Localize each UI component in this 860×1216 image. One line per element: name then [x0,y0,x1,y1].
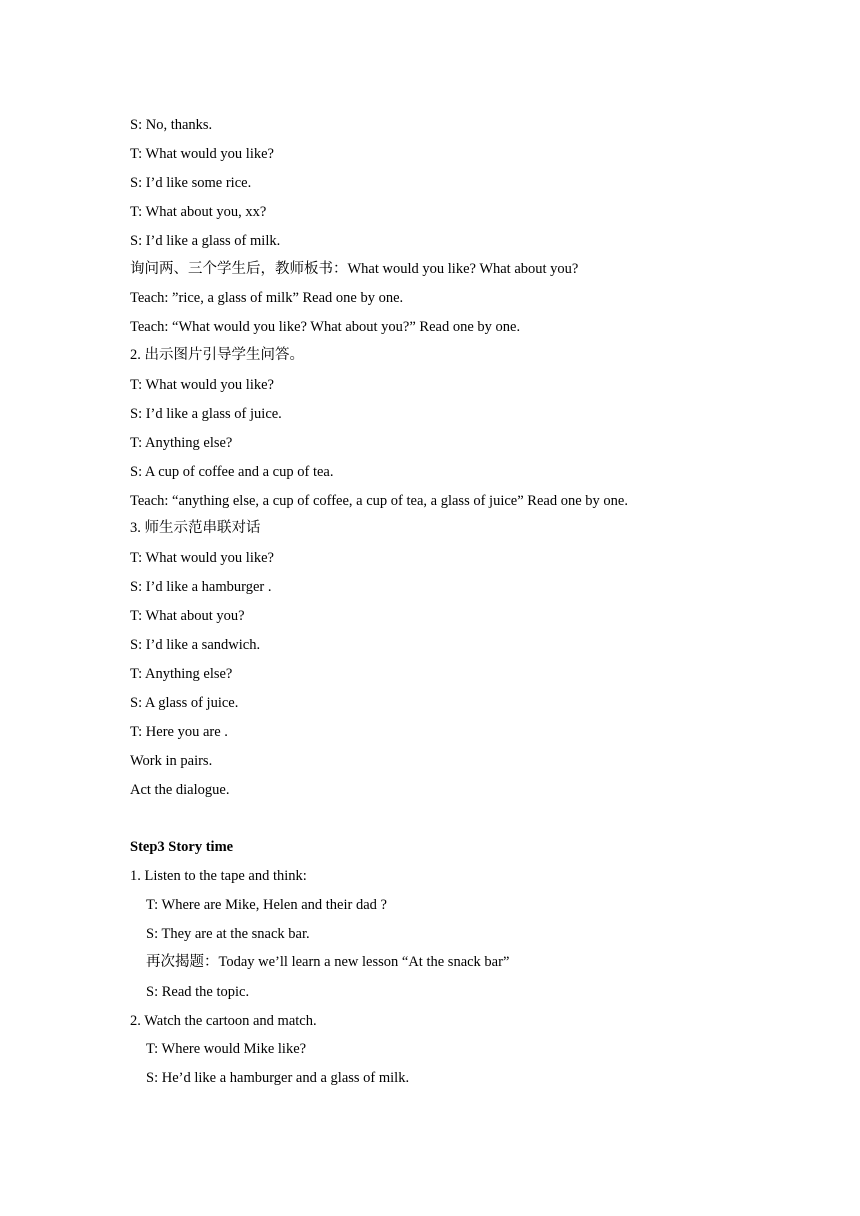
dialogue-line: T: What would you like? [130,550,274,566]
section-heading: Step3 Story time [130,839,234,855]
dialogue-line: T: What would you like? [130,377,274,393]
dialogue-line: T: What about you, xx? [130,204,267,220]
dialogue-line: T: Where are Mike, Helen and their dad ? [146,897,387,913]
teach-line: Teach: “anything else, a cup of coffee, a cup of tea, a glass of juice” Read one by one. [130,493,628,509]
dialogue-line: S: No, thanks. [130,117,213,133]
dialogue-line: T: Anything else? [130,435,233,451]
dialogue-line: S: I’d like a hamburger . [130,579,272,595]
instruction-line: Act the dialogue. [130,782,230,798]
dialogue-line: S: I’d like a sandwich. [130,637,261,653]
dialogue-line: T: What would you like? [130,146,274,162]
numbered-step: 2. Watch the cartoon and match. [130,1013,317,1029]
dialogue-line: T: Anything else? [130,666,233,682]
dialogue-line: S: I’d like some rice. [130,175,252,191]
dialogue-line: T: What about you? [130,608,245,624]
dialogue-line: S: I’d like a glass of juice. [130,406,282,422]
dialogue-line: S: A cup of coffee and a cup of tea. [130,464,334,480]
instruction-line: 询问两、三个学生后，教师板书：What would you like? What about you? [130,261,579,277]
dialogue-line: T: Here you are . [130,724,228,740]
teach-line: Teach: ”rice, a glass of milk” Read one by one. [130,290,404,306]
dialogue-line: S: They are at the snack bar. [146,926,310,942]
numbered-step: 1. Listen to the tape and think: [130,868,307,884]
instruction-line: 再次揭题：Today we’ll learn a new lesson “At the snack bar” [146,954,510,970]
dialogue-line: S: Read the topic. [146,984,250,1000]
teach-line: Teach: “What would you like? What about you?” Read one by one. [130,319,521,335]
dialogue-line: S: He’d like a hamburger and a glass of milk. [146,1070,410,1086]
instruction-line: Work in pairs. [130,753,213,769]
numbered-step: 3. 师生示范串联对话 [130,520,261,536]
dialogue-line: S: A glass of juice. [130,695,239,711]
dialogue-line: T: Where would Mike like? [146,1041,307,1057]
numbered-step: 2. 出示图片引导学生问答。 [130,347,304,363]
dialogue-line: S: I’d like a glass of milk. [130,233,281,249]
